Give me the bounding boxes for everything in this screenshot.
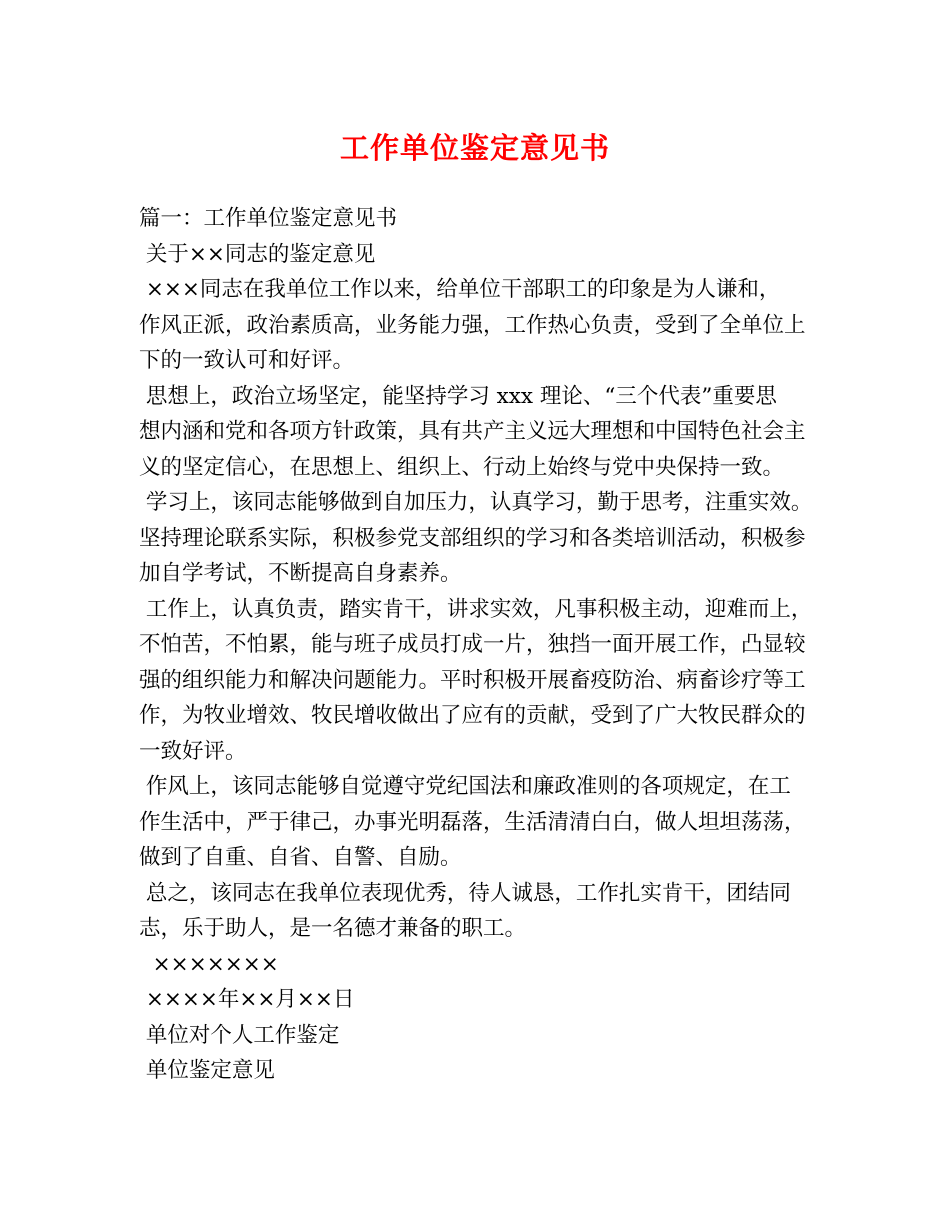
body-line: 加自学考试，不断提高自身素养。: [139, 561, 462, 586]
body-line: 不怕苦，不怕累，能与班子成员打成一片，独挡一面开展工作，凸显较: [139, 632, 806, 657]
body-line: 强的组织能力和解决问题能力。平时积极开展畜疫防治、病畜诊疗等工: [139, 667, 806, 693]
body-line: 下的一致认可和好评。: [139, 348, 355, 373]
body-line: 想内涵和党和各项方针政策，具有共产主义远大理想和中国特色社会主: [139, 419, 806, 444]
signature-placeholder: ×××××××: [139, 951, 279, 977]
body-line: 思想上，政治立场坚定，能坚持学习 xxx 理论、“三个代表”重要思: [139, 383, 777, 409]
body-line: 关于××同志的鉴定意见: [139, 241, 376, 267]
body-line: 作风正派，政治素质高，业务能力强，工作热心负责，受到了全单位上: [139, 312, 806, 338]
section-heading: 单位对个人工作鉴定: [139, 1022, 340, 1048]
date-placeholder: ××××年××月××日: [139, 987, 355, 1012]
body-line: 篇一：工作单位鉴定意见书: [139, 206, 398, 231]
body-line: 一致好评。: [139, 738, 247, 764]
section-heading: 单位鉴定意见: [139, 1058, 275, 1083]
document-body: [139, 201, 839, 1089]
body-line: 作风上，该同志能够自觉遵守党纪国法和廉政准则的各项规定，在工: [139, 774, 791, 799]
body-line: 做到了自重、自省、自警、自励。: [139, 845, 462, 870]
body-line: 作，为牧业增效、牧民增收做出了应有的贡献，受到了广大牧民群众的: [139, 703, 806, 728]
body-line: ×××同志在我单位工作以来，给单位干部职工的印象是为人谦和，: [139, 277, 781, 302]
body-line: 志，乐于助人，是一名德才兼备的职工。: [139, 916, 527, 941]
body-line: 坚持理论联系实际，积极参党支部组织的学习和各类培训活动，积极参: [139, 525, 806, 551]
body-line: 学习上，该同志能够做到自加压力，认真学习，勤于思考，注重实效。: [139, 490, 813, 515]
document-title: 工作单位鉴定意见书: [339, 131, 610, 165]
body-line: 总之，该同志在我单位表现优秀，待人诚恳，工作扎实肯干，团结同: [139, 880, 791, 906]
body-line: 义的坚定信心，在思想上、组织上、行动上始终与党中央保持一致。: [139, 454, 785, 480]
body-line: 作生活中，严于律己，办事光明磊落，生活清清白白，做人坦坦荡荡，: [139, 809, 806, 835]
body-line: 工作上，认真负责，踏实肯干，讲求实效，凡事积极主动，迎难而上，: [139, 596, 813, 622]
